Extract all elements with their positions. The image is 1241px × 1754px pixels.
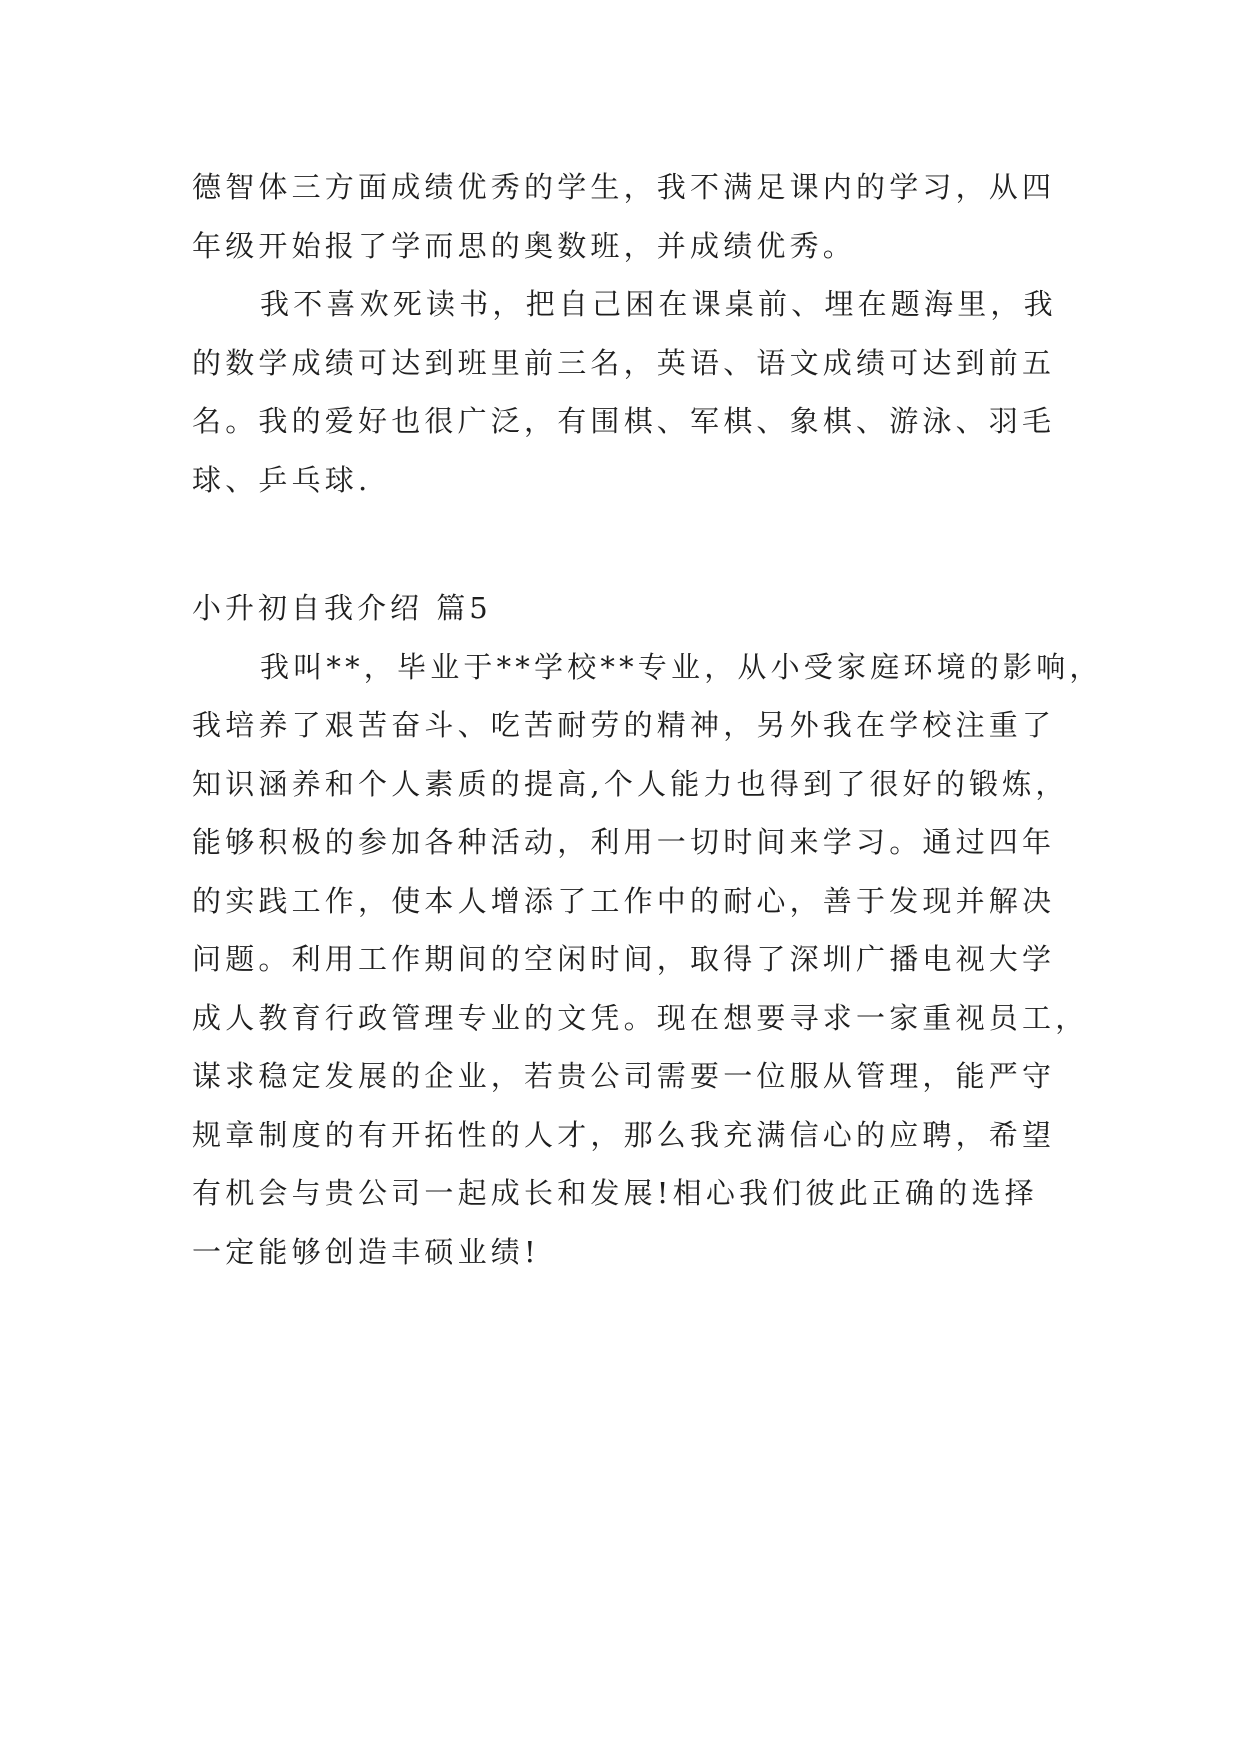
paragraph-line: 谋求稳定发展的企业，若贵公司需要一位服从管理，能严守: [192, 1059, 1056, 1093]
intro-paragraph: [192, 158, 1056, 275]
hobby-paragraph: [192, 275, 1056, 509]
paragraph-line: 的实践工作，使本人增添了工作中的耐心，善于发现并解决: [192, 883, 1056, 918]
self-intro-paragraph: [192, 638, 1103, 1282]
paragraph-line: 成人教育行政管理专业的文凭。现在想要寻求一家重视员工，: [192, 1000, 1089, 1035]
document-page: [192, 158, 1103, 1281]
paragraph-line: 规章制度的有开拓性的人才，那么我充满信心的应聘，希望: [192, 1117, 1056, 1152]
paragraph-line: 我培养了艰苦奋斗、吃苦耐劳的精神，另外我在学校注重了: [192, 708, 1056, 742]
paragraph-line: 我不喜欢死读书，把自己困在课桌前、埋在题海里，我: [260, 287, 1057, 321]
paragraph-line: 问题。利用工作期间的空闲时间，取得了深圳广播电视大学: [192, 942, 1056, 976]
paragraph-line: 年级开始报了学而思的奥数班，并成绩优秀。: [192, 228, 857, 263]
paragraph-line: 有机会与贵公司一起成长和发展!相心我们彼此正确的选择: [192, 1176, 1038, 1210]
paragraph-line: 一定能够创造丰硕业绩!: [192, 1234, 540, 1269]
paragraph-line: 知识涵养和个人素质的提高,个人能力也得到了很好的锻炼，: [192, 766, 1069, 801]
paragraph-line: 的数学成绩可达到班里前三名，英语、语文成绩可达到前五: [192, 345, 1056, 380]
paragraph-line: 我叫**，毕业于**学校**专业，从小受家庭环境的影响，: [260, 649, 1103, 684]
paragraph-line: 名。我的爱好也很广泛，有围棋、军棋、象棋、游泳、羽毛: [192, 404, 1056, 438]
paragraph-line: 能够积极的参加各种活动，利用一切时间来学习。通过四年: [192, 825, 1056, 859]
section-spacer: [192, 509, 1056, 579]
section-heading: 小升初自我介绍 篇5: [192, 591, 492, 625]
paragraph-line: 球、乒乓球.: [192, 462, 372, 497]
paragraph-line: 德智体三方面成绩优秀的学生，我不满足课内的学习，从四: [192, 170, 1056, 204]
